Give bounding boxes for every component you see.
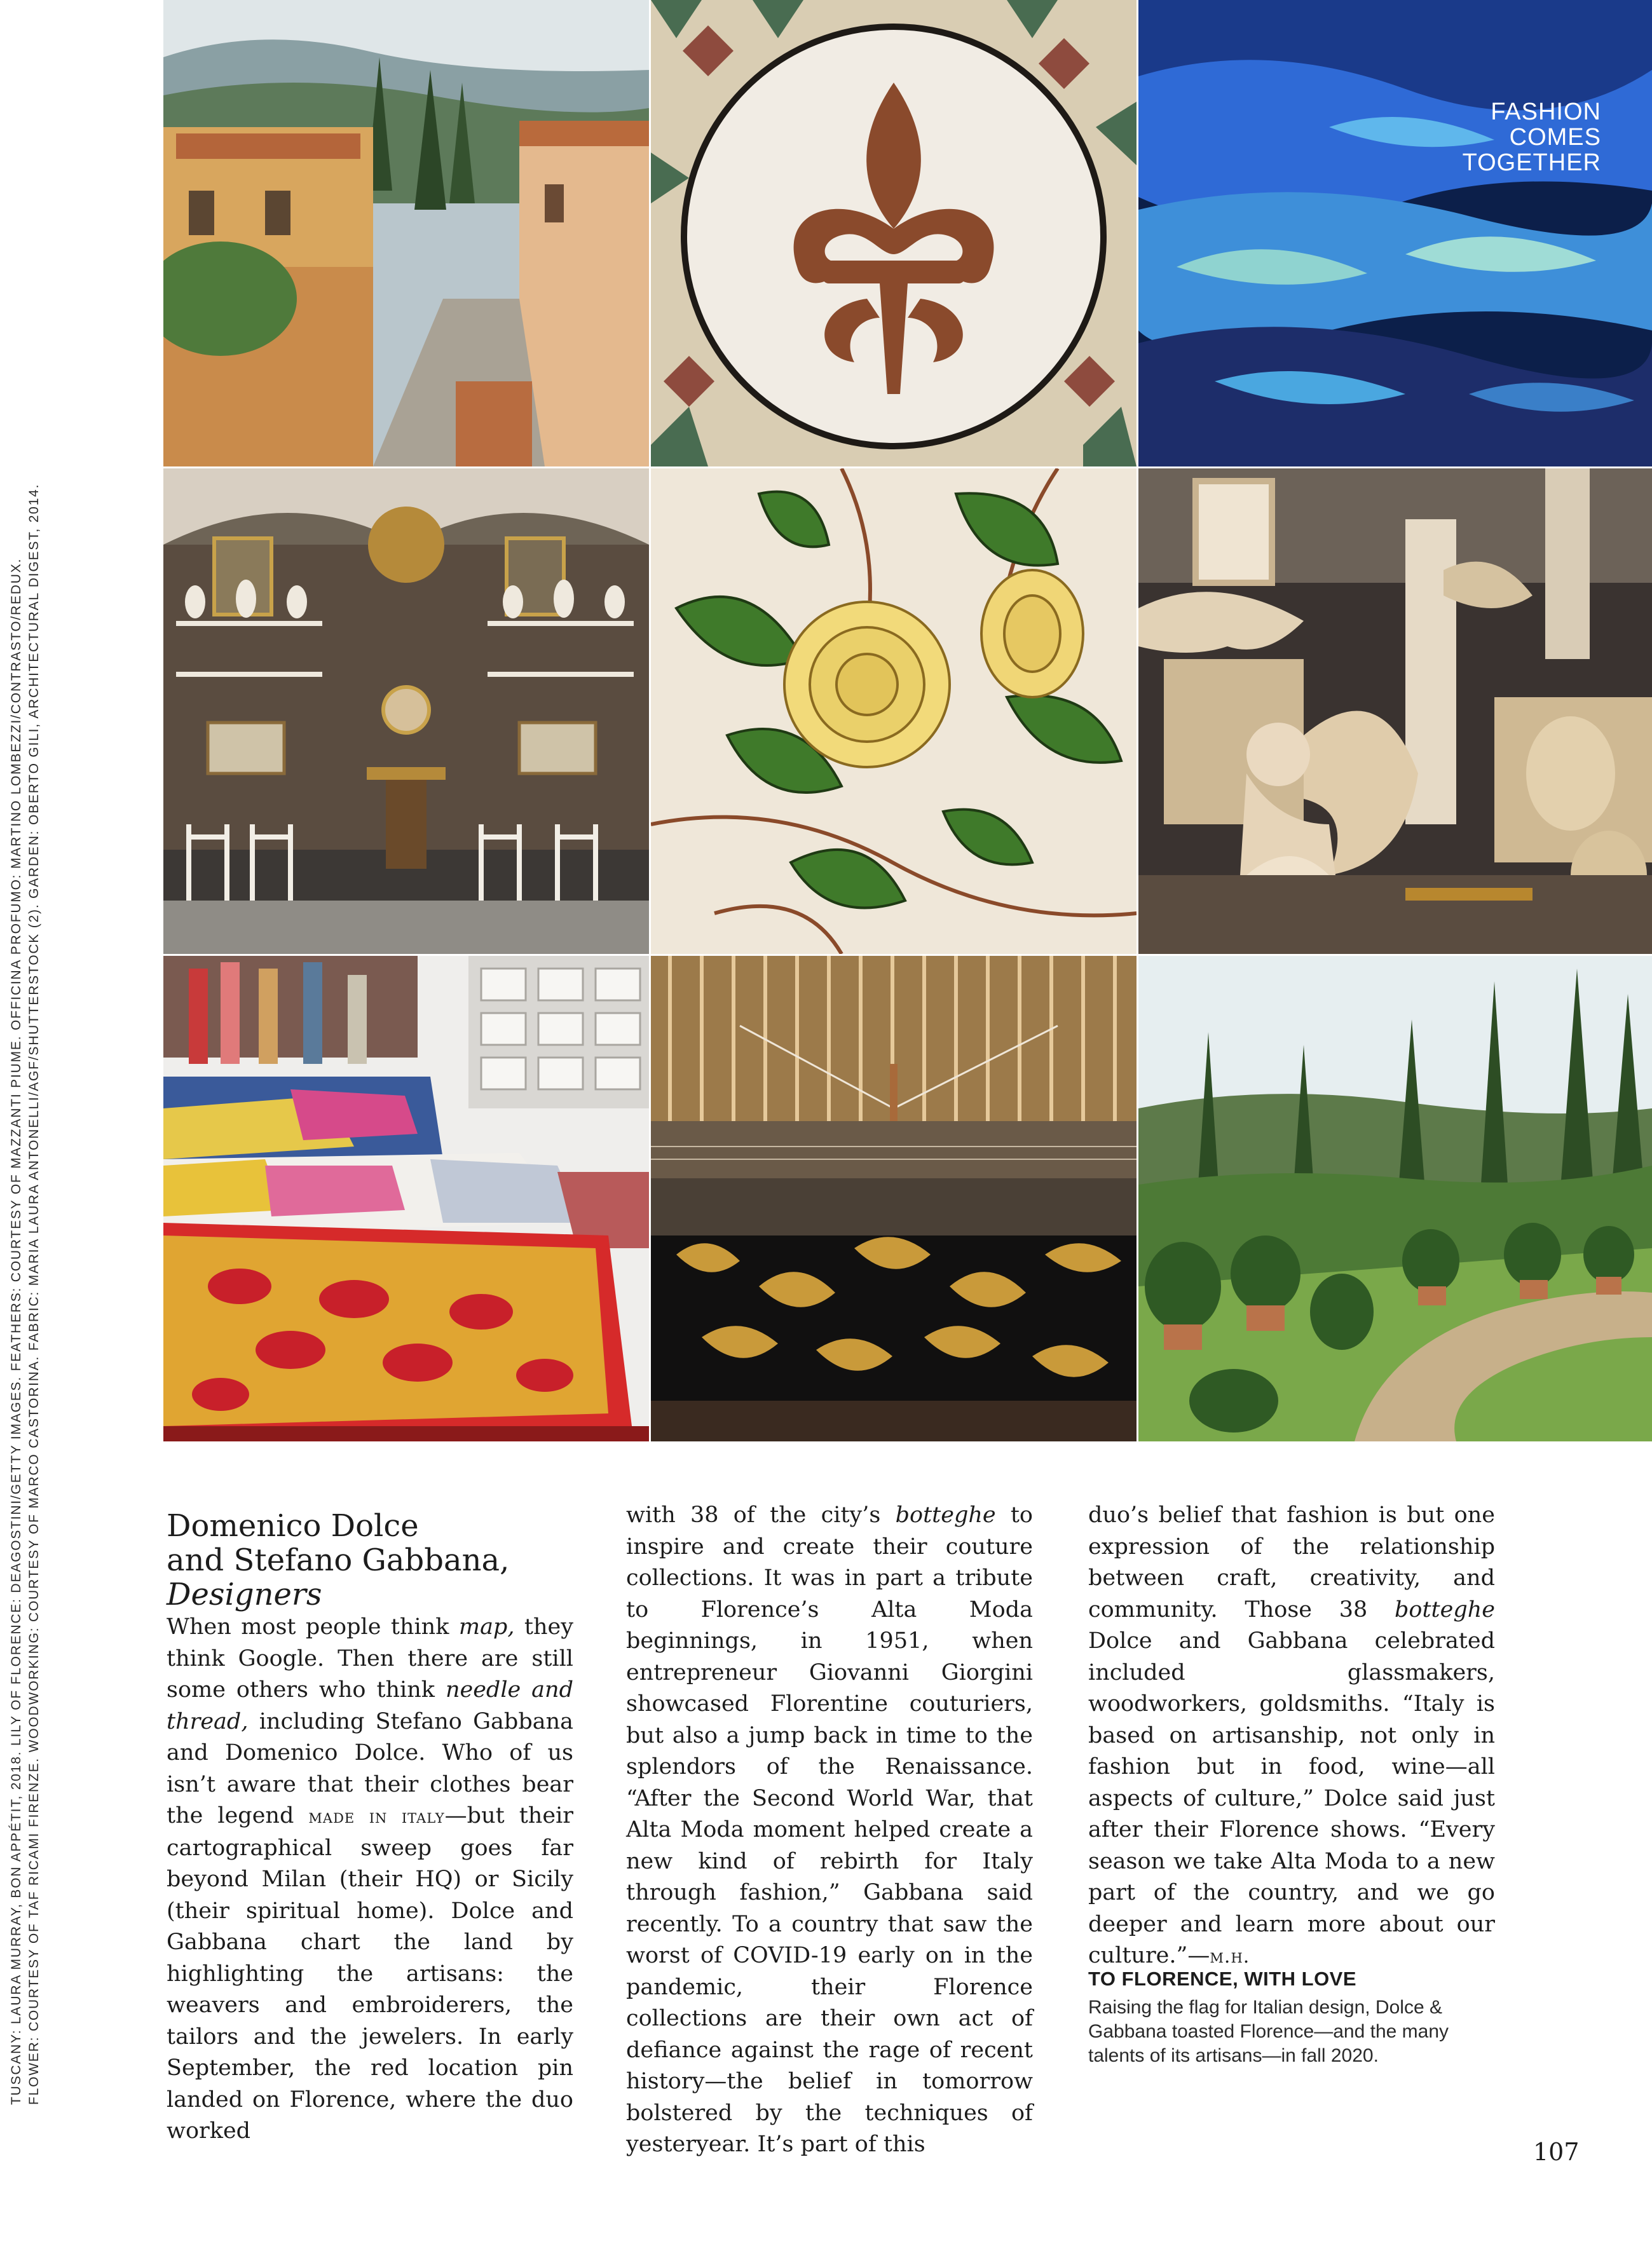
sidebar-title: TO FLORENCE, WITH LOVE bbox=[1088, 1968, 1357, 1990]
sidebar-caption bbox=[1088, 1968, 1495, 2068]
headline-line-1: Domenico Dolce bbox=[167, 1508, 419, 1544]
photo-italian-garden bbox=[1138, 956, 1652, 1441]
overlay-title: FASHION COMES TOGETHER bbox=[1462, 99, 1601, 176]
photo-grid bbox=[163, 0, 1652, 1441]
headline-line-2: and Stefano Gabbana, bbox=[167, 1542, 510, 1578]
photo-lily-of-florence bbox=[651, 0, 1137, 466]
page-number: 107 bbox=[1533, 2138, 1580, 2166]
photo-fabric-atelier bbox=[163, 956, 649, 1441]
body-paragraph: with 38 of the city’s botteghe to inspire and create their couture collections. It was in part a tribute to Florence’s Alta Moda beginnings, in 1951, when entrepreneur Giovanni Giorgini showcased Florentine couturiers, but also a jump back in time to the splendors of the Renaissance. “After the Second World War, that Alta Moda moment helped create a new kind of rebirth for Italy through fashion,” Gabbana said recently. To a country that saw the worst of COVID-19 early on in the pandemic, their Florence collections are their own act of defiance against the rage of recent history—the belief in tomorrow bolstered by the techniques of yesteryear. It’s part of this bbox=[626, 1502, 1033, 2157]
photo-embroidered-flower bbox=[651, 468, 1137, 954]
photo-loom-fabric bbox=[651, 956, 1137, 1441]
article-column-3 bbox=[1088, 1500, 1495, 1973]
article-column-1 bbox=[167, 1500, 573, 2147]
sidebar-body: Raising the flag for Italian design, Dolce & Gabbana toasted Florence—and the many talents of its artisans—in fall 2020. bbox=[1088, 1997, 1449, 2066]
article-column-2 bbox=[626, 1500, 1033, 2161]
body-paragraph: When most people think map, they think Google. Then there are still some others who think needle and thread, including Stefano Gabbana and Domenico Dolce. Who of us isn’t aware that their clothes bear the legend made in italy—but their cartographical sweep goes far beyond Milan (their HQ) or Sicily (their spiritual home). Dolce and Gabbana chart the land by highlighting the artisans: the weavers and embroiderers, the tailors and the jewelers. In early September, the red location pin landed on Florence, where the duo worked bbox=[167, 1614, 573, 2144]
photo-credits bbox=[8, 483, 78, 2105]
credits-line-1: TUSCANY: LAURA MURRAY, BON APPÉTIT, 2018. LILY OF FLORENCE: DEAGOSTINI/GETTY IMAGES. FEATHERS: COURTESY OF MAZZANTI PIUME. OFFICINA PROFUMO: MARTINO LOMBEZZI/CONTRASTO/REDUX. bbox=[9, 557, 24, 2105]
article-headline bbox=[167, 1509, 573, 1612]
photo-woodworking-carvings bbox=[1138, 468, 1652, 954]
photo-peacock-feathers bbox=[1138, 0, 1652, 466]
photo-officina-profumo bbox=[163, 468, 649, 954]
photo-tuscany-village bbox=[163, 0, 649, 466]
headline-role: Designers bbox=[167, 1577, 322, 1612]
body-paragraph: duo’s belief that fashion is but one expression of the relationship between craft, creativity, and community. Those 38 botteghe Dolce and Gabbana celebrated included glassmakers, woodworkers, goldsmiths. “Italy is based on artisanship, not only in fashion but in food, wine—all aspects of culture,” Dolce said just after their Florence shows. “Every season we take Alta Moda to a new part of the country, and we go deeper and learn more about our culture.”—m.h. bbox=[1088, 1502, 1495, 1968]
author-initials: m.h. bbox=[1210, 1945, 1250, 1968]
credits-line-2: FLOWER: COURTESY OF TAF RICAMI FIRENZE. WOODWORKING: COURTESY OF MARCO CASTORINA. FABRIC: MARIA LAURA ANTONELLI/AGF/SHUTTERSTOCK (2). GARDEN: OBERTO GILI, ARCHITECTURAL DIGEST, 2014. bbox=[27, 483, 41, 2105]
